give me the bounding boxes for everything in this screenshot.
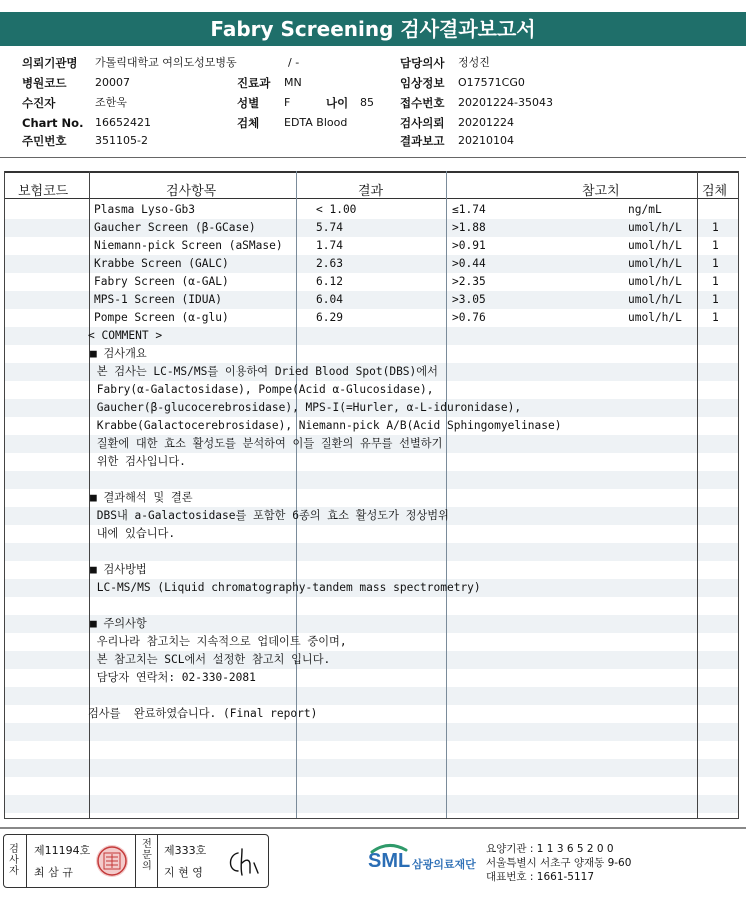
- test-name: Gaucher Screen (β-GCase): [94, 221, 256, 234]
- signature-box: [3, 834, 269, 888]
- comment-line: ■ 검사개요: [90, 347, 147, 360]
- test-result: 1.74: [316, 239, 343, 252]
- specimen-code: 1: [712, 239, 719, 252]
- patient-label: 수진자: [22, 96, 56, 110]
- header-divider: [0, 157, 746, 158]
- test-result: 6.12: [316, 275, 343, 288]
- specimen-code: 1: [712, 275, 719, 288]
- unit: umol/h/L: [628, 293, 682, 306]
- final-report-line: 검사를 완료하였습니다. (Final report): [88, 707, 318, 720]
- signature-icon: [224, 845, 264, 879]
- col-specimen: 검체: [702, 184, 728, 199]
- test-name: Fabry Screen (α-GAL): [94, 275, 229, 288]
- reporter-license: 제11194호: [34, 844, 91, 857]
- test-name: Niemann-pick Screen (aSMase): [94, 239, 283, 252]
- comment-header: < COMMENT >: [88, 329, 163, 342]
- col-insurance-code: 보험코드: [18, 184, 69, 199]
- chart-no-label: Chart No.: [22, 116, 84, 130]
- comment-line: Krabbe(Galactocerebrosidase), Niemann-pick A/B(Acid Sphingomyelinase): [90, 419, 562, 432]
- report-date-value: 20210104: [458, 134, 514, 147]
- company-logo-text: SML: [368, 850, 411, 872]
- specimen-code: 1: [712, 257, 719, 270]
- unit: umol/h/L: [628, 311, 682, 324]
- reference-range: ≤1.74: [452, 203, 486, 216]
- specimen-value: EDTA Blood: [284, 116, 348, 129]
- test-name: Plasma Lyso-Gb3: [94, 203, 196, 216]
- comment-line: ■ 검사방법: [90, 563, 147, 576]
- unit: ng/mL: [628, 203, 662, 216]
- official-seal-icon: [94, 843, 130, 879]
- doctor-label: 담당의사: [400, 56, 445, 70]
- report-date-label: 결과보고: [400, 134, 445, 148]
- reporter-label: 검사자: [9, 844, 19, 877]
- specialist-license: 제333호: [164, 844, 207, 857]
- company-name: 삼광의료재단: [412, 858, 476, 871]
- specimen-code: 1: [712, 221, 719, 234]
- reporter-name: 최 삼 규: [34, 866, 73, 879]
- comment-line: ■ 결과해석 및 결론: [90, 491, 193, 504]
- resident-no-label: 주민번호: [22, 134, 67, 148]
- reference-range: >0.91: [452, 239, 486, 252]
- resident-no-value: 351105-2: [95, 134, 148, 147]
- test-result: 2.63: [316, 257, 343, 270]
- chart-no-value: 16652421: [95, 116, 151, 129]
- specimen-code: 1: [712, 293, 719, 306]
- receipt-label: 접수번호: [400, 96, 445, 110]
- comment-line: 우리나라 참고치는 지속적으로 업데이트 중이며,: [90, 635, 347, 648]
- comment-line: ■ 주의사항: [90, 617, 147, 630]
- patient-value: 조한욱: [95, 96, 127, 109]
- col-result: 결과: [358, 184, 384, 199]
- report-title: Fabry Screening 검사결과보고서: [0, 12, 746, 46]
- clinical-info-value: O17571CG0: [458, 76, 525, 89]
- sign-divider: [135, 835, 136, 887]
- unit: umol/h/L: [628, 239, 682, 252]
- reference-range: >0.76: [452, 311, 486, 324]
- sign-divider: [26, 835, 27, 887]
- unit: umol/h/L: [628, 275, 682, 288]
- comment-line: Fabry(α-Galactosidase), Pompe(Acid α-Glucosidase),: [90, 383, 434, 396]
- age-value: 85: [360, 96, 374, 109]
- col-reference: 참고치: [582, 184, 620, 199]
- comment-line: Gaucher(β-glucocerebrosidase), MPS-I(=Hurler, α-L-iduronidase),: [90, 401, 522, 414]
- test-result: 5.74: [316, 221, 343, 234]
- specialist-label: 전문의: [142, 839, 152, 872]
- sex-value: F: [284, 96, 291, 109]
- age-label: 나이: [326, 96, 349, 110]
- test-name: Krabbe Screen (GALC): [94, 257, 229, 270]
- institution-value: 가톨릭대학교 여의도성모병동: [95, 56, 237, 69]
- specialist-name: 지 현 영: [164, 866, 203, 879]
- test-result: < 1.00: [316, 203, 357, 216]
- hospital-code-value: 20007: [95, 76, 130, 89]
- comment-line: 내에 있습니다.: [90, 527, 176, 540]
- test-result: 6.04: [316, 293, 343, 306]
- col-test-item: 검사항목: [166, 184, 217, 199]
- company-phone: 대표번호 : 1661-5117: [486, 871, 595, 883]
- company-address: 서울특별시 서초구 양재동 9-60: [486, 857, 632, 869]
- reference-range: >2.35: [452, 275, 486, 288]
- specimen-code: 1: [712, 311, 719, 324]
- unit: umol/h/L: [628, 257, 682, 270]
- doctor-value: 정성진: [458, 56, 490, 69]
- comment-line: 질환에 대한 효소 활성도를 분석하여 이들 질환의 유무를 선별하기: [90, 437, 443, 450]
- result-grid: [4, 171, 739, 819]
- sign-divider: [157, 835, 158, 887]
- specimen-label: 검체: [237, 116, 260, 130]
- sex-label: 성별: [237, 96, 260, 110]
- request-date-label: 검사의뢰: [400, 116, 445, 130]
- comment-line: 본 참고치는 SCL에서 설정한 참고치 입니다.: [90, 653, 331, 666]
- test-name: Pompe Screen (α-glu): [94, 311, 229, 324]
- clinical-info-label: 임상정보: [400, 76, 445, 90]
- department-label: 진료과: [237, 76, 271, 90]
- comment-line: 위한 검사입니다.: [90, 455, 186, 468]
- receipt-value: 20201224-35043: [458, 96, 553, 109]
- department-slash: / -: [288, 56, 300, 69]
- comment-line: DBS내 a-Galactosidase를 포함한 6종의 효소 활성도가 정상범위: [90, 509, 449, 522]
- request-date-value: 20201224: [458, 116, 514, 129]
- hospital-code-label: 병원코드: [22, 76, 67, 90]
- department-value: MN: [284, 76, 302, 89]
- care-institution-code: 요양기관 : 1 1 3 6 5 2 0 0: [486, 843, 614, 855]
- footer-divider: [0, 827, 746, 829]
- test-result: 6.29: [316, 311, 343, 324]
- unit: umol/h/L: [628, 221, 682, 234]
- test-name: MPS-1 Screen (IDUA): [94, 293, 222, 306]
- comment-line: LC-MS/MS (Liquid chromatography-tandem mass spectrometry): [90, 581, 481, 594]
- comment-line: 본 검사는 LC-MS/MS를 이용하여 Dried Blood Spot(DBS)에서: [90, 365, 438, 378]
- reference-range: >3.05: [452, 293, 486, 306]
- reference-range: >1.88: [452, 221, 486, 234]
- reference-range: >0.44: [452, 257, 486, 270]
- institution-label: 의뢰기관명: [22, 56, 78, 70]
- comment-line: 담당자 연락처: 02-330-2081: [90, 671, 256, 684]
